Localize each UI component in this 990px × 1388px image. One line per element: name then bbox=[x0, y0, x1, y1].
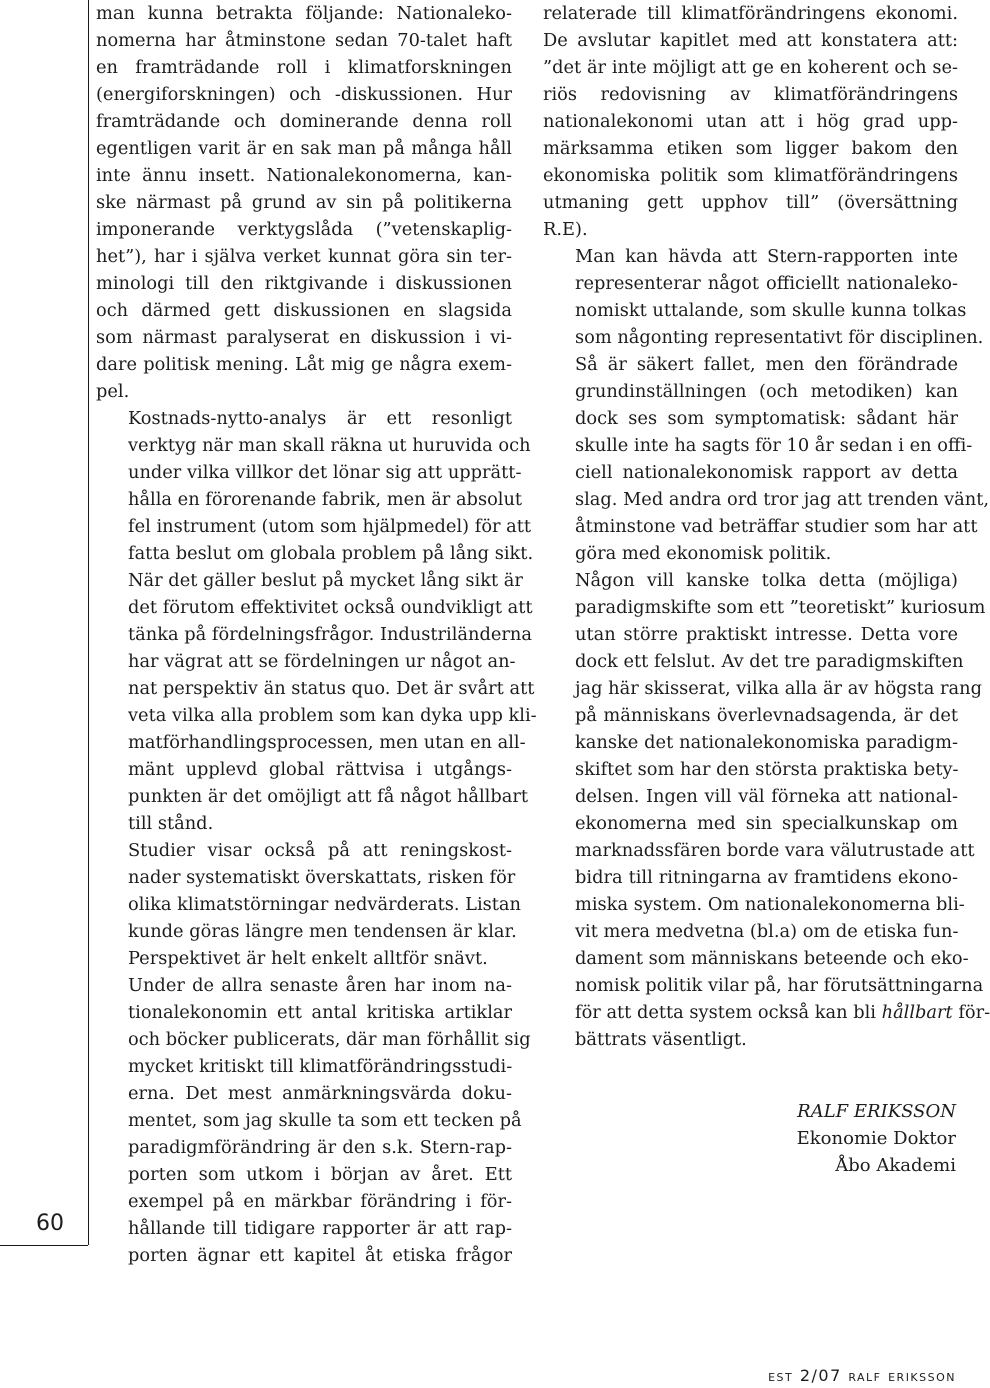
text-line: märksamma etiken som ligger bakom den bbox=[543, 138, 958, 159]
text-line: punkten är det omöjligt att få något hållbart bbox=[128, 786, 528, 807]
text-line: inte ännu insett. Nationalekonomerna, kan- bbox=[96, 165, 512, 186]
left-paragraph-1 bbox=[96, 0, 512, 405]
page-number: 60 bbox=[36, 1211, 64, 1236]
text-line: utan större praktiskt intresse. Detta vore bbox=[575, 624, 958, 645]
text-line: hålla en förorenande fabrik, men är absolut bbox=[128, 489, 523, 510]
text-line: paradigmförändring är den s.k. Stern-rap- bbox=[128, 1137, 512, 1158]
author-name: RALF ERIKSSON bbox=[797, 1101, 956, 1122]
text-line: erna. Det mest anmärkningsvärda doku- bbox=[128, 1083, 512, 1104]
text-line: nomerna har åtminstone sedan 70-talet haft bbox=[96, 30, 512, 51]
text-line: ekonomiska politik som klimatförändringens bbox=[543, 165, 958, 186]
text-line: det förutom effektivitet också oundvikligt att bbox=[128, 597, 533, 618]
text-line: skulle inte ha sagts för 10 år sedan i en offi- bbox=[575, 435, 973, 456]
text-line: jag här skisserat, vilka alla är av högsta rang bbox=[575, 678, 982, 699]
author-affiliation: Åbo Akademi bbox=[835, 1155, 956, 1176]
text-line: mycket kritiskt till klimatförändringsstudi- bbox=[128, 1056, 513, 1077]
text-line: bättrats väsentligt. bbox=[575, 1029, 747, 1050]
right-paragraph-1 bbox=[543, 0, 958, 243]
text-line: mentet, som jag skulle ta som ett tecken på bbox=[128, 1110, 522, 1131]
text-line: nader systematiskt överskattats, risken för bbox=[128, 867, 516, 888]
text-line: och böcker publicerats, där man förhållit sig bbox=[128, 1029, 531, 1050]
right-paragraph-2 bbox=[543, 243, 990, 567]
text-line: bidra till ritningarna av framtidens ekono- bbox=[575, 867, 958, 888]
text-line: slag. Med andra ord tror jag att trenden vänt, bbox=[575, 489, 990, 510]
text-line: man kunna betrakta följande: Nationaleko- bbox=[96, 3, 512, 24]
text-line: het”), har i själva verket kunnat göra sin ter- bbox=[96, 246, 512, 267]
text-line: hållande till tidigare rapporter är att rap- bbox=[128, 1218, 512, 1239]
text-line: kunde göras längre men tendensen är klar. bbox=[128, 921, 517, 942]
text-line: relaterade till klimatförändringens ekonomi. bbox=[543, 3, 958, 24]
text-line-with-emphasis bbox=[543, 999, 990, 1026]
text-line: göra med ekonomisk politik. bbox=[575, 543, 832, 564]
text-line: en framträdande roll i klimatforskningen bbox=[96, 57, 512, 78]
text-line: delsen. Ingen vill väl förneka att national- bbox=[575, 786, 958, 807]
text-line: tionalekonomin ett antal kritiska artiklar bbox=[128, 1002, 512, 1023]
right-column bbox=[543, 0, 990, 1053]
text-line: imponerande verktygslåda (”vetenskaplig- bbox=[96, 219, 512, 240]
text-line: dock ses som symptomatisk: sådant här bbox=[575, 408, 958, 429]
text-line: grundinställningen (och metodiken) kan bbox=[575, 381, 958, 402]
text-line: dare politisk mening. Låt mig ge några exem- bbox=[96, 354, 512, 375]
text-line: R.E). bbox=[543, 219, 588, 240]
text-line: som någonting representativt för disciplinen. bbox=[575, 327, 984, 348]
text-line: pel. bbox=[96, 381, 130, 402]
text-line: på människans överlevnadsagenda, är det bbox=[575, 705, 958, 726]
text-run: för- bbox=[952, 1002, 990, 1023]
text-line: kanske det nationalekonomiska paradigm- bbox=[575, 732, 958, 753]
text-line: tänka på fördelningsfrågor. Industriländerna bbox=[128, 624, 532, 645]
text-line: framträdande och dominerande denna roll bbox=[96, 111, 512, 132]
text-line: minologi till den riktgivande i diskussionen bbox=[96, 273, 512, 294]
text-line: matförhandlingsprocessen, men utan en all- bbox=[128, 732, 526, 753]
left-column bbox=[96, 0, 537, 1269]
text-line: representerar något officiellt nationaleko- bbox=[575, 273, 958, 294]
text-line: verktyg när man skall räkna ut huruvida och bbox=[128, 435, 531, 456]
text-line: under vilka villkor det lönar sig att upprätt- bbox=[128, 462, 522, 483]
text-line: till stånd. bbox=[128, 813, 214, 834]
text-line: exempel på en märkbar förändring i för- bbox=[128, 1191, 512, 1212]
text-line: miska system. Om nationalekonomerna bli- bbox=[575, 894, 965, 915]
text-line: porten som utkom i början av året. Ett bbox=[128, 1164, 512, 1185]
text-line: dament som människans beteende och eko- bbox=[575, 948, 969, 969]
left-paragraph-3 bbox=[96, 837, 521, 972]
author-title: Ekonomie Doktor bbox=[796, 1128, 956, 1149]
text-line: paradigmskifte som ett ”teoretiskt” kuriosum bbox=[575, 597, 986, 618]
text-line: ekonomerna med sin specialkunskap om bbox=[575, 813, 958, 834]
text-line: egentligen varit är en sak man på många håll bbox=[96, 138, 512, 159]
text-line: fatta beslut om globala problem på lång sikt. bbox=[128, 543, 534, 564]
text-line: När det gäller beslut på mycket lång sikt är bbox=[128, 570, 523, 591]
text-line: veta vilka alla problem som kan dyka upp kli- bbox=[128, 705, 537, 726]
text-line: nat perspektiv än status quo. Det är svårt att bbox=[128, 678, 535, 699]
right-paragraph-3 bbox=[543, 567, 990, 1053]
text-line: porten ägnar ett kapitel åt etiska frågor bbox=[128, 1245, 512, 1266]
text-line: har vägrat att se fördelningen ur något an- bbox=[128, 651, 516, 672]
text-line: ”det är inte möjligt att ge en koherent och se- bbox=[543, 57, 958, 78]
text-line: Någon vill kanske tolka detta (möjliga) bbox=[575, 570, 958, 591]
text-line: marknadssfären borde vara välutrustade att bbox=[575, 840, 975, 861]
running-footer: est 2/07 ralf eriksson bbox=[768, 1366, 956, 1385]
text-line: dock ett felslut. Av det tre paradigmskiften bbox=[575, 651, 964, 672]
text-line: skiftet som har den största praktiska bety- bbox=[575, 759, 959, 780]
text-line: vit mera medvetna (bl.a) om de etiska fun- bbox=[575, 921, 959, 942]
text-run: för att detta system också kan bli bbox=[575, 1002, 882, 1023]
text-line: fel instrument (utom som hjälpmedel) för att bbox=[128, 516, 532, 537]
page-margin-rule bbox=[0, 0, 89, 1245]
text-line: Så är säkert fallet, men den förändrade bbox=[575, 354, 958, 375]
text-line: Man kan hävda att Stern-rapporten inte bbox=[575, 246, 958, 267]
text-line: nomiskt uttalande, som skulle kunna tolkas bbox=[575, 300, 967, 321]
text-line: mänt upplevd global rättvisa i utgångs- bbox=[128, 759, 512, 780]
text-line: Perspektivet är helt enkelt alltför snävt. bbox=[128, 948, 488, 969]
text-line: Under de allra senaste åren har inom na- bbox=[128, 975, 512, 996]
text-line: ske närmast på grund av sin på politikerna bbox=[96, 192, 512, 213]
text-line: (energiforskningen) och -diskussionen. Hur bbox=[96, 84, 512, 105]
text-line: och därmed gett diskussionen en slagsida bbox=[96, 300, 512, 321]
page-number-rule bbox=[0, 1245, 88, 1246]
text-line: De avslutar kapitlet med att konstatera att: bbox=[543, 30, 958, 51]
text-line: Kostnads-nytto-analys är ett resonligt bbox=[128, 408, 512, 429]
text-line: utmaning gett upphov till” (översättning bbox=[543, 192, 958, 213]
text-line: riös redovisning av klimatförändringens bbox=[543, 84, 958, 105]
emphasized-word: hållbart bbox=[881, 1002, 953, 1023]
author-signature bbox=[656, 1098, 956, 1179]
text-line: ciell nationalekonomisk rapport av detta bbox=[575, 462, 958, 483]
text-line: nationalekonomi utan att i hög grad upp- bbox=[543, 111, 958, 132]
text-line: åtminstone vad beträffar studier som har att bbox=[575, 516, 978, 537]
text-line: nomisk politik vilar på, har förutsättningarna bbox=[575, 975, 984, 996]
left-paragraph-4 bbox=[96, 972, 531, 1269]
text-line: Studier visar också på att reningskost- bbox=[128, 840, 512, 861]
left-paragraph-2 bbox=[96, 405, 537, 837]
text-line: som närmast paralyserat en diskussion i vi- bbox=[96, 327, 512, 348]
text-line: olika klimatstörningar nedvärderats. Listan bbox=[128, 894, 521, 915]
